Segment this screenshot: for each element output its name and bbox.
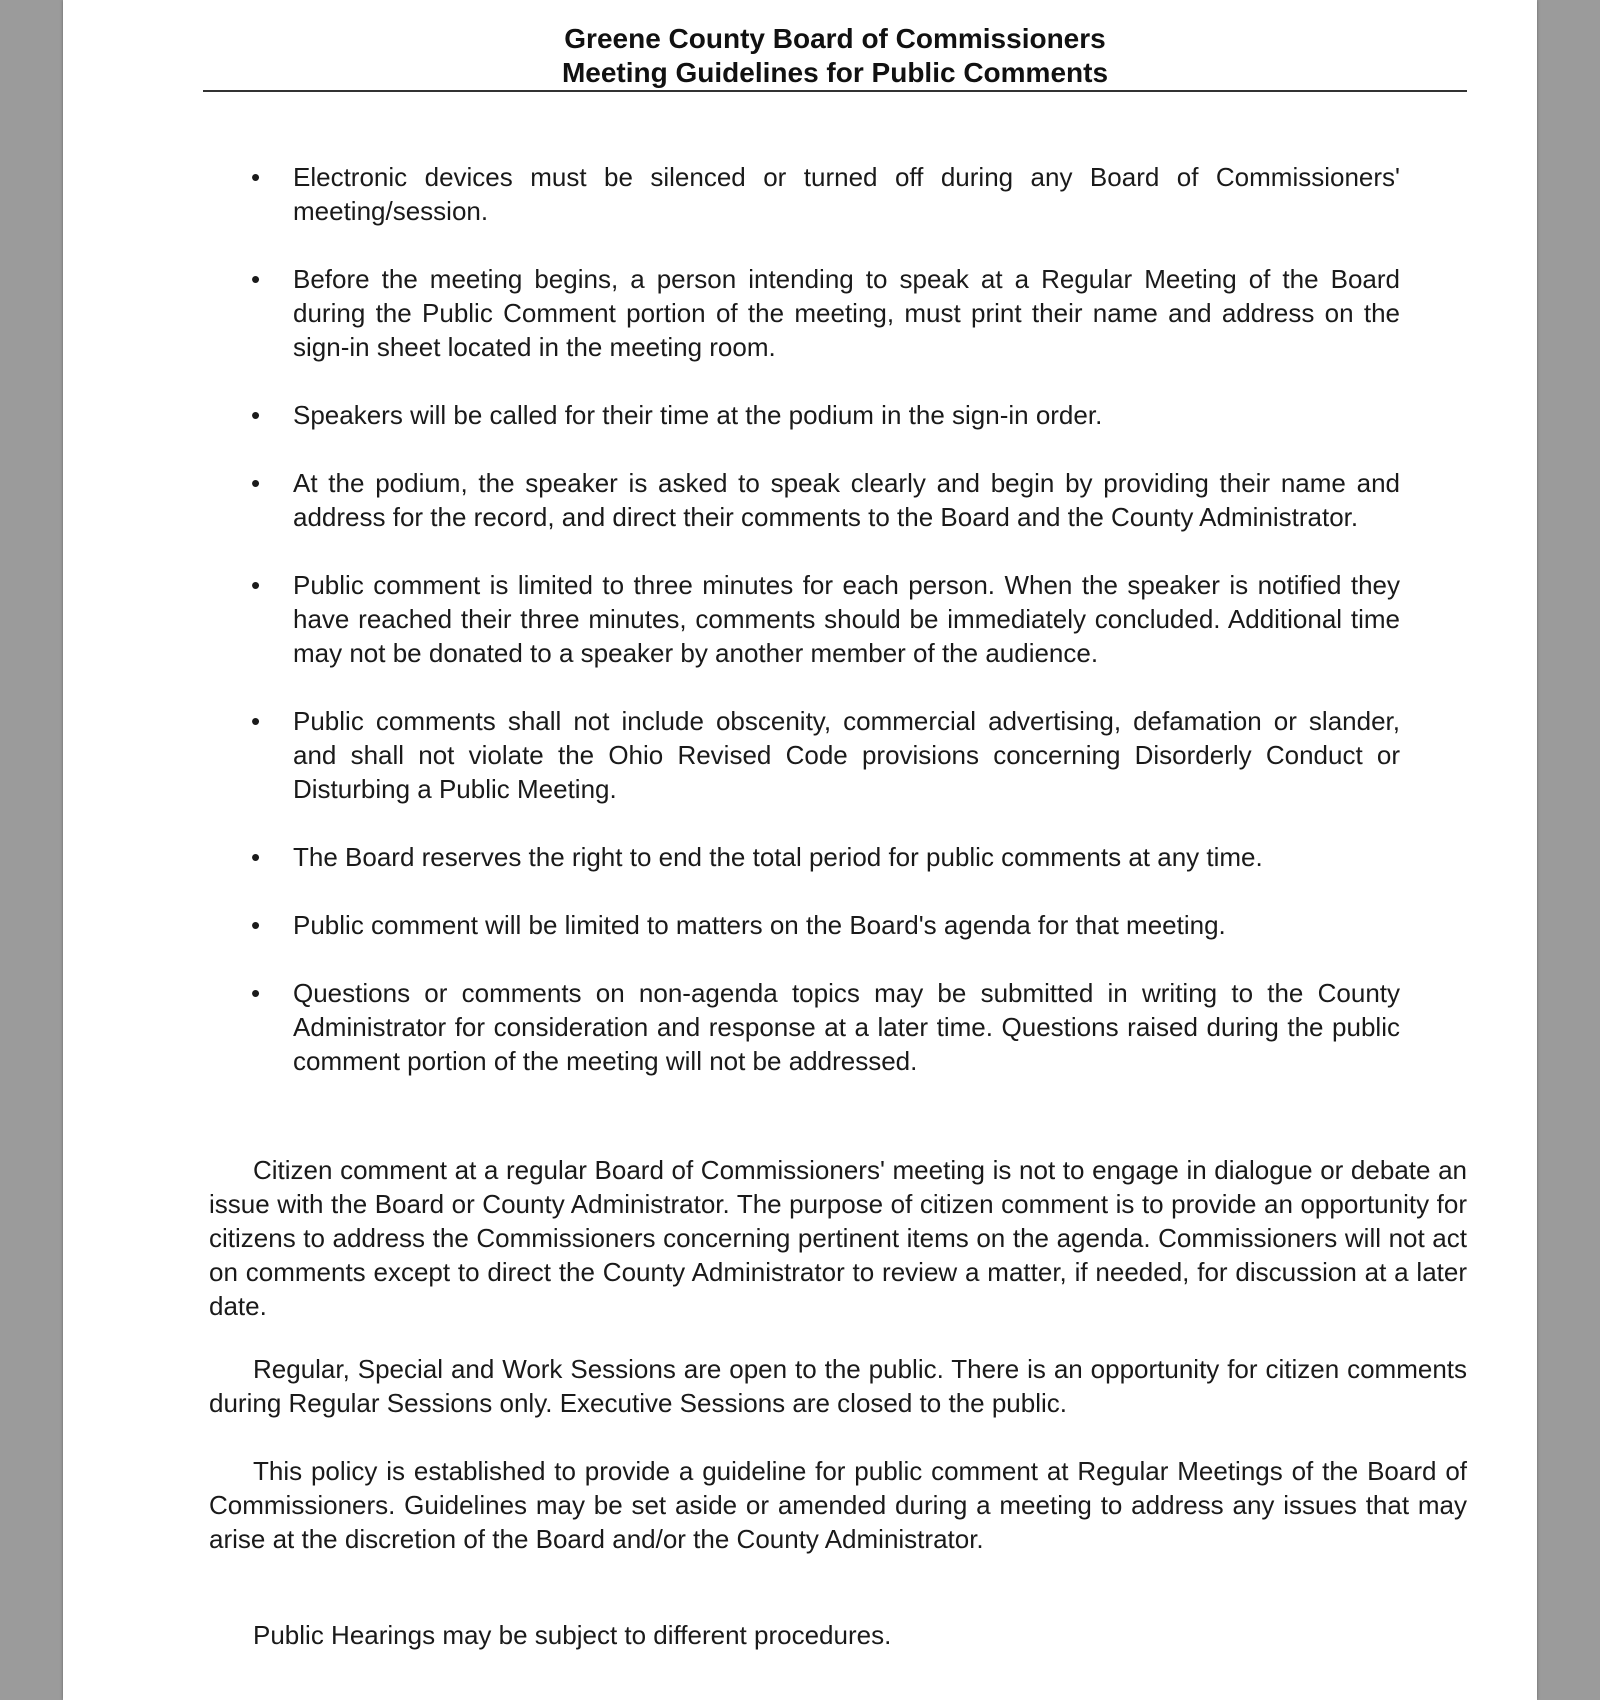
paragraph-policy: This policy is established to provide a guideline for public comment at Regular Meetings of the Board of Commissioners. Guidelines may be set aside or amended during a meeting to address any issues that may arise at the discretion of the Board and/or the County Administrator. [209, 1456, 1467, 1554]
paragraph-sessions: Regular, Special and Work Sessions are open to the public. There is an opportunity for citizen comments during Regular Sessions only. Executive Sessions are closed to the public. [209, 1354, 1467, 1418]
list-item [63, 704, 1400, 806]
viewer-gutter-left [0, 0, 63, 1700]
list-item-text: Speakers will be called for their time at the podium in the sign-in order. [293, 400, 1103, 430]
bullet-icon: • [251, 842, 261, 872]
list-item-text: At the podium, the speaker is asked to speak clearly and begin by providing their name and address for the record, and direct their comments to the Board and the County Administrator. [293, 468, 1400, 532]
paragraph-citizen-comment: Citizen comment at a regular Board of Commissioners' meeting is not to engage in dialogue or debate an issue with the Board or County Administrator. The purpose of citizen comment is to provide an opportunity for citizens to address the Commissioners concerning pertinent items on the agenda. Commissioners will not act on comments except to direct the County Administrator to review a matter, if needed, for discussion at a later date. [209, 1155, 1467, 1321]
list-item [63, 568, 1400, 670]
list-item [63, 160, 1400, 228]
header-divider [203, 90, 1467, 92]
header-subtitle: Meeting Guidelines for Public Comments [561, 57, 1109, 88]
list-item-text: Questions or comments on non-agenda topics may be submitted in writing to the County Administrator for consideration and response at a later time. Questions raised during the public comment portion of the meeting will not be addressed. [293, 978, 1400, 1076]
list-item-text: Electronic devices must be silenced or turned off during any Board of Commissioners' meeting/session. [293, 162, 1400, 226]
list-item [63, 466, 1400, 534]
list-item [63, 262, 1400, 364]
list-item-text: Before the meeting begins, a person intending to speak at a Regular Meeting of the Board during the Public Comment portion of the meeting, must print their name and address on the sign-in sheet located in the meeting room. [293, 264, 1400, 362]
bullet-icon: • [251, 978, 261, 1008]
paragraph-public-hearings: Public Hearings may be subject to different procedures. [253, 1620, 892, 1650]
list-item-text: The Board reserves the right to end the total period for public comments at any time. [293, 842, 1263, 872]
list-item-text: Public comment is limited to three minutes for each person. When the speaker is notified they have reached their three minutes, comments should be immediately concluded. Additional time may not be donated to a speaker by another member of the audience. [293, 570, 1400, 668]
guidelines-list [63, 160, 1537, 1112]
viewer-gutter-right [1537, 0, 1600, 1700]
bullet-icon: • [251, 468, 261, 498]
list-item [63, 840, 1400, 874]
bullet-icon: • [251, 400, 261, 430]
bullet-icon: • [251, 910, 261, 940]
header-title: Greene County Board of Commissioners [564, 23, 1106, 54]
bullet-icon: • [251, 706, 261, 736]
document-page [63, 0, 1537, 1700]
bullet-icon: • [251, 162, 261, 192]
document-header [203, 22, 1467, 90]
list-item-text: Public comment will be limited to matters on the Board's agenda for that meeting. [293, 910, 1226, 940]
bullet-icon: • [251, 570, 261, 600]
list-item-text: Public comments shall not include obscenity, commercial advertising, defamation or slander, and shall not violate the Ohio Revised Code provisions concerning Disorderly Conduct or Disturbing a Public Meeting. [293, 706, 1400, 804]
bullet-icon: • [251, 264, 261, 294]
list-item [63, 908, 1400, 942]
list-item [63, 976, 1400, 1078]
list-item [63, 398, 1400, 432]
